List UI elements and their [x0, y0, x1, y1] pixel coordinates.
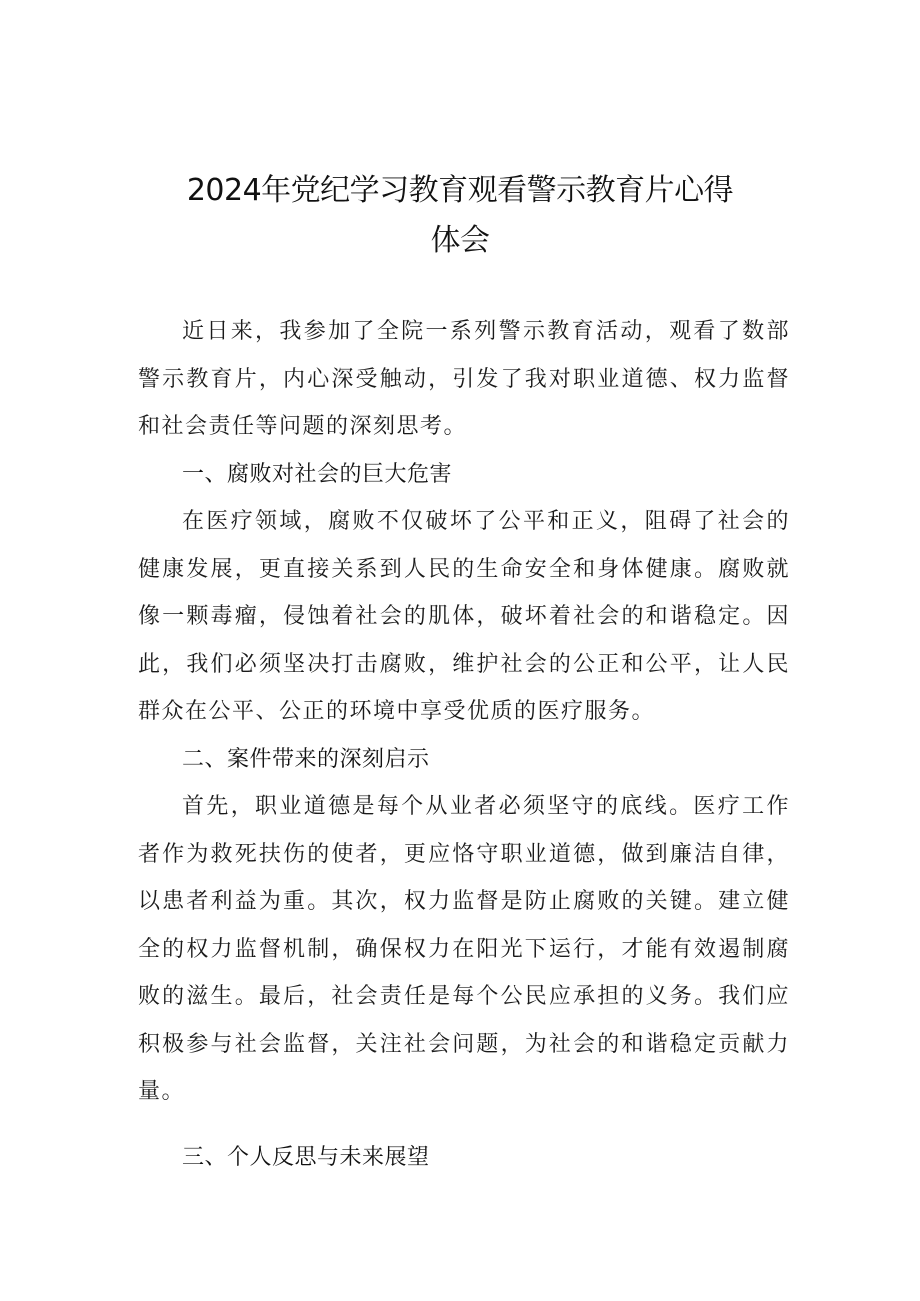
section-2-heading: 二、案件带来的深刻启示 [182, 746, 430, 772]
section-1-heading: 一、腐败对社会的巨大危害 [182, 461, 453, 487]
title-line-2: 体会 [430, 223, 490, 258]
document-title [0, 166, 920, 266]
document-body [138, 308, 790, 1181]
intro-paragraph: 近日来，我参加了全院一系列警示教育活动，观看了数部警示教育片，内心深受触动，引发了我对职业道德、权力监督和社会责任等问题的深刻思考。 [138, 319, 790, 439]
section-1-paragraph: 在医疗领域，腐败不仅破坏了公平和正义，阻碍了社会的健康发展，更直接关系到人民的生命安全和身体健康。腐败就像一颗毒瘤，侵蚀着社会的肌体，破坏着社会的和谐稳定。因此，我们必须坚决打击腐败，维护社会的公正和公平，让人民群众在公平、公正的环境中享受优质的医疗服务。 [138, 509, 790, 724]
section-3-heading: 三、个人反思与未来展望 [182, 1144, 430, 1170]
title-line-1: 2024年党纪学习教育观看警示教育片心得 [186, 173, 734, 208]
section-2-paragraph: 首先，职业道德是每个从业者必须坚守的底线。医疗工作者作为救死扶伤的使者，更应恪守职业道德，做到廉洁自律，以患者利益为重。其次，权力监督是防止腐败的关键。建立健全的权力监督机制，确保权力在阳光下运行，才能有效遏制腐败的滋生。最后，社会责任是每个公民应承担的义务。我们应积极参与社会监督，关注社会问题，为社会的和谐稳定贡献力量。 [138, 794, 790, 1104]
